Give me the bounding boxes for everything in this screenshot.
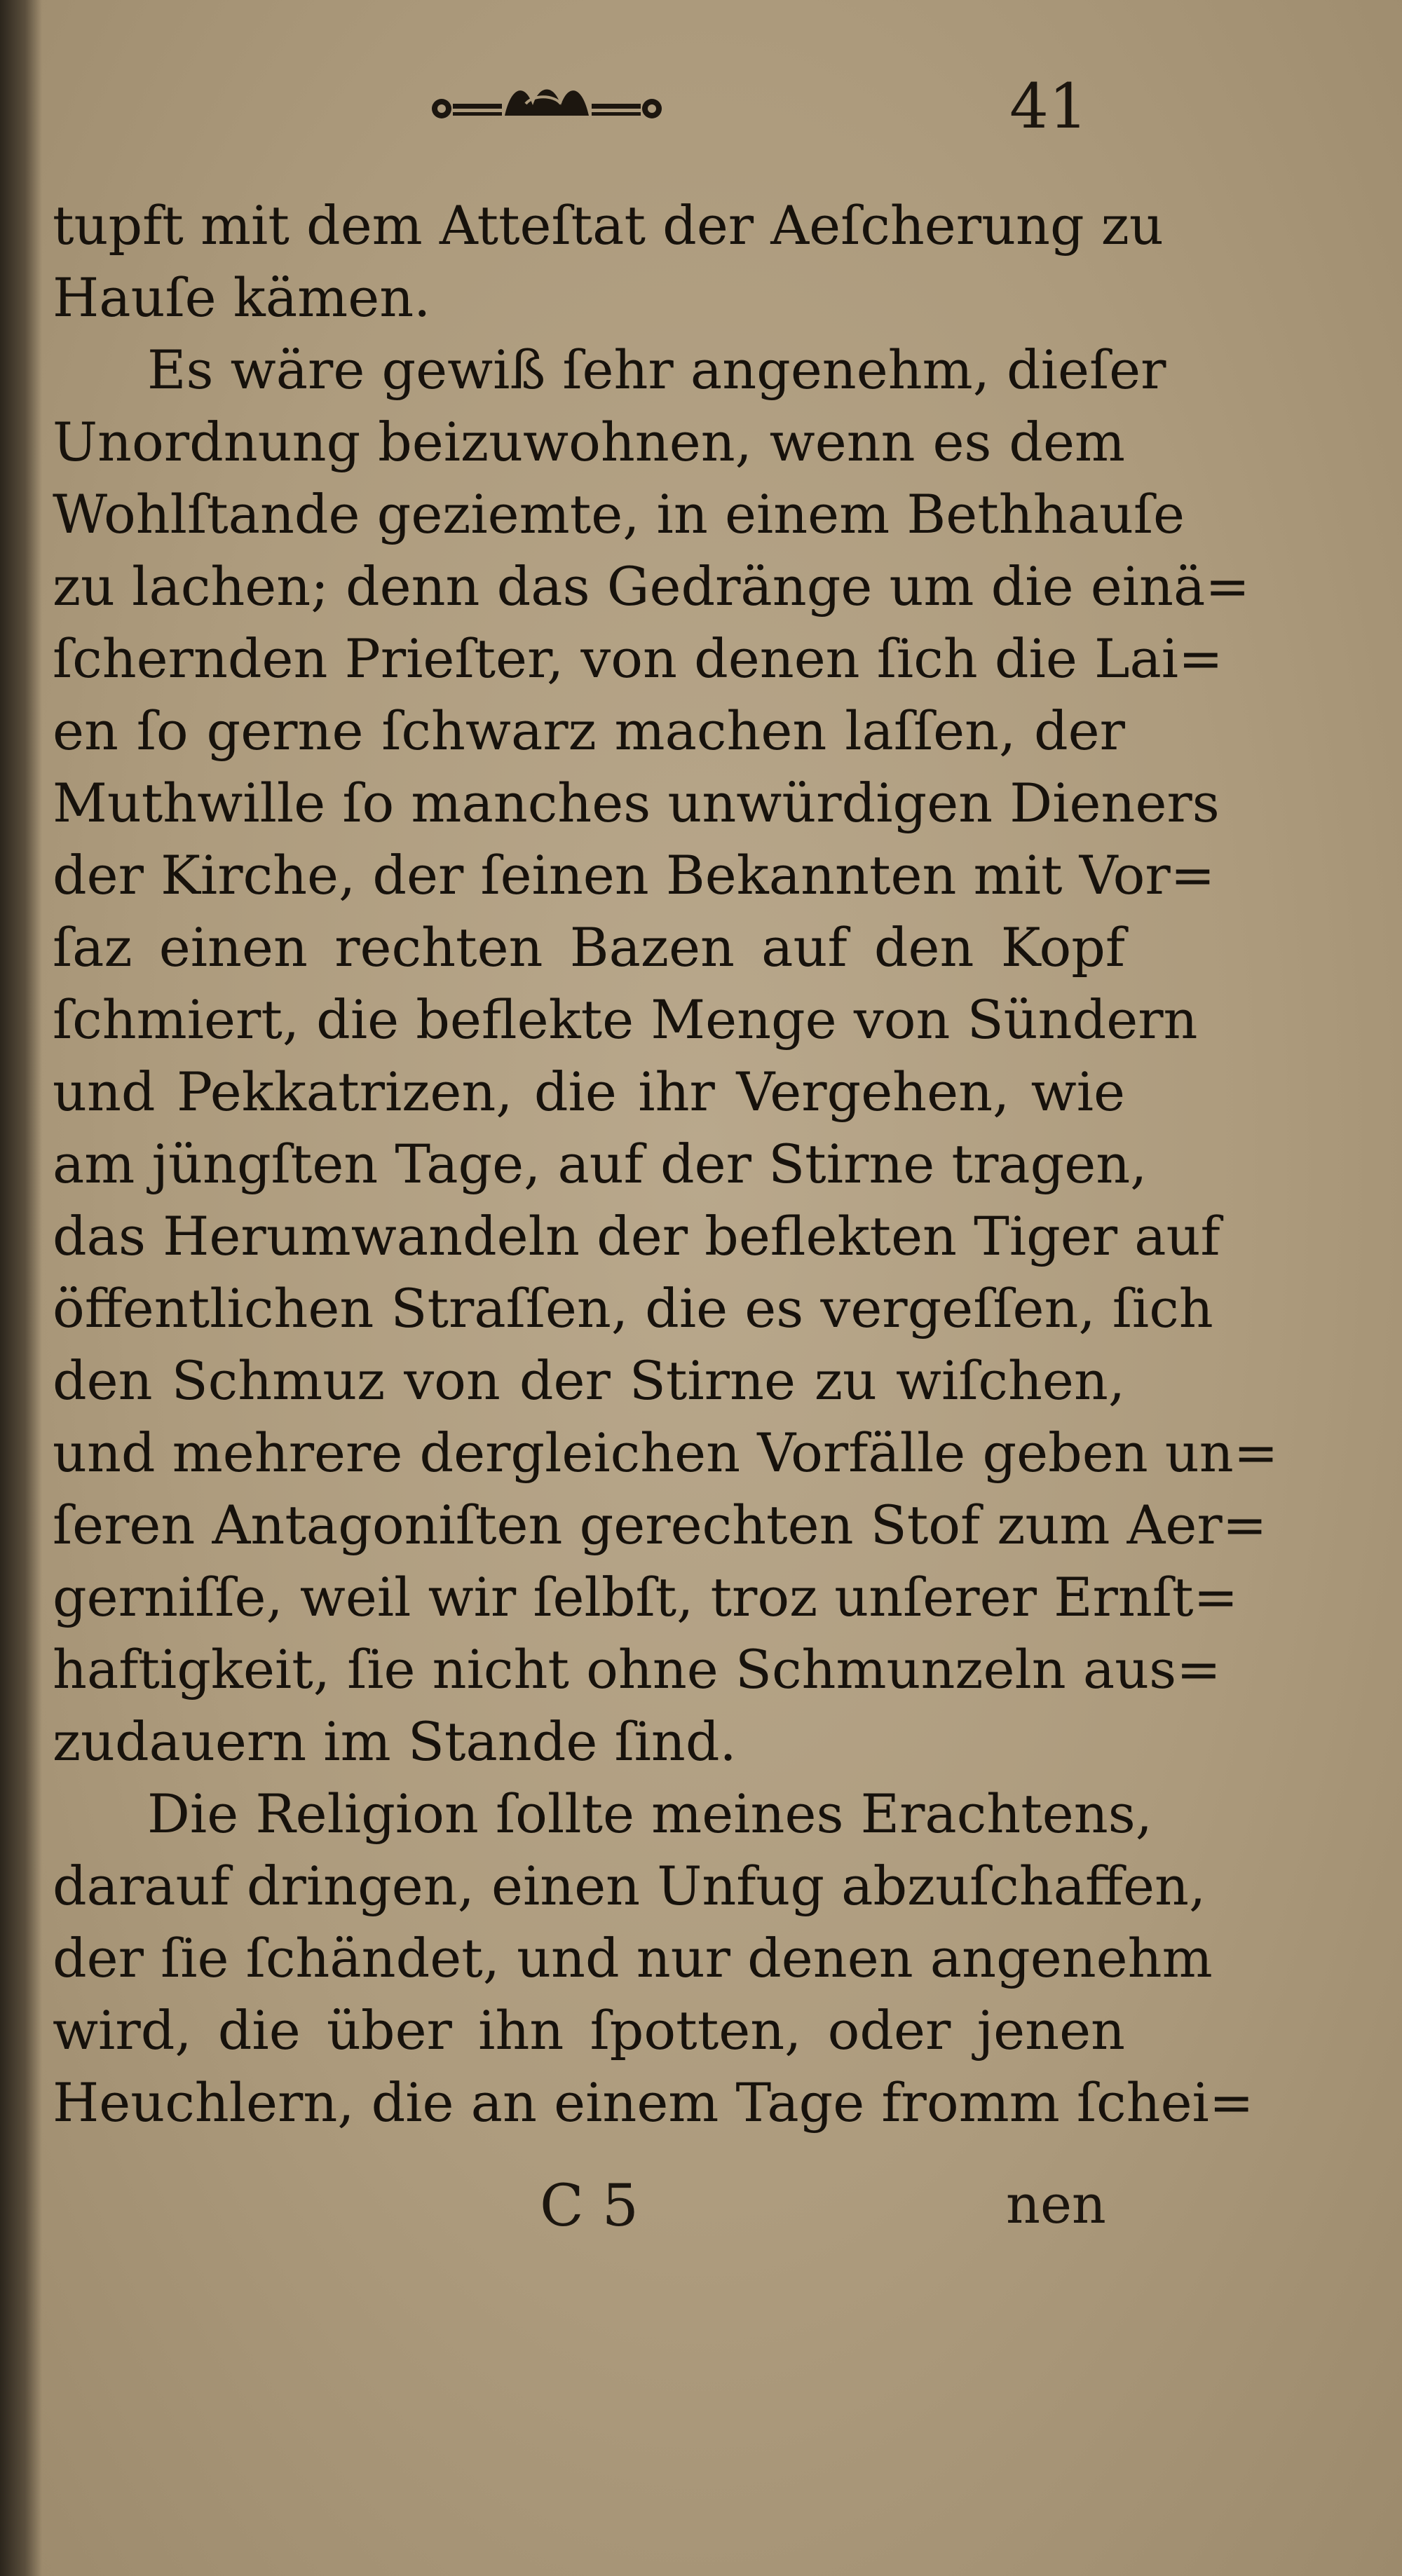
page-header bbox=[0, 63, 1402, 161]
text-line: wird, die über ihn ſpotten, oder jenen bbox=[53, 1999, 1125, 2062]
text-line: der ſie ſchändet, und nur denen angenehm bbox=[53, 1927, 1213, 1989]
text-line: Muthwille ſo manches unwürdigen Dieners bbox=[53, 772, 1220, 834]
text-line: Wohlſtande geziemte, in einem Bethhauſe bbox=[53, 483, 1185, 545]
page-footer bbox=[0, 2173, 1402, 2271]
text-line: haftigkeit, ſie nicht ohne Schmunzeln aus= bbox=[53, 1638, 1221, 1701]
text-line: darauf dringen, einen Unfug abzuſchaffen, bbox=[53, 1855, 1206, 1917]
catchword: nen bbox=[1006, 2173, 1106, 2235]
text-line: und mehrere dergleichen Vorfälle geben un= bbox=[53, 1422, 1279, 1484]
text-line: ſeren Antagoniſten gerechten Stof zum Aer= bbox=[53, 1494, 1267, 1556]
text-line: der Kirche, der ſeinen Bekannten mit Vor= bbox=[53, 844, 1216, 906]
text-line: Es wäre gewiß ſehr angenehm, dieſer bbox=[147, 339, 1166, 401]
text-line: Hauſe kämen. bbox=[53, 266, 431, 329]
text-line: und Pekkatrizen, die ihr Vergehen, wie bbox=[53, 1061, 1125, 1123]
signature-mark: C 5 bbox=[540, 2173, 639, 2240]
text-line: en ſo gerne ſchwarz machen laſſen, der bbox=[53, 700, 1125, 762]
text-line: den Schmuz von der Stirne zu wiſchen, bbox=[53, 1349, 1125, 1412]
text-line: am jüngſten Tage, auf der Stirne tragen, bbox=[53, 1133, 1148, 1195]
text-line: tupft mit dem Atteſtat der Aeſcherung zu bbox=[53, 194, 1164, 257]
text-line: zu lachen; denn das Gedränge um die einä= bbox=[53, 555, 1250, 618]
text-line: ſchmiert, die beflekte Menge von Sündern bbox=[53, 988, 1198, 1051]
text-line: zudauern im Stande ſind. bbox=[53, 1710, 737, 1773]
text-line: ſaz einen rechten Bazen auf den Kopf bbox=[53, 916, 1125, 979]
text-line: Heuchlern, die an einem Tage fromm ſchei= bbox=[53, 2071, 1254, 2134]
text-line: Unordnung beizuwohnen, wenn es dem bbox=[53, 411, 1125, 473]
text-line: öffentlichen Straſſen, die es vergeſſen, ſich bbox=[53, 1277, 1213, 1340]
text-line: Die Religion ſollte meines Erachtens, bbox=[147, 1783, 1152, 1845]
printer-ornament-icon bbox=[421, 77, 673, 133]
text-line: ſchernden Prieſter, von denen ſich die Lai= bbox=[53, 627, 1223, 690]
text-line: gerniſſe, weil wir ſelbſt, troz unſerer Ernſt= bbox=[53, 1566, 1239, 1628]
body-text bbox=[53, 189, 1279, 2139]
page-number: 41 bbox=[1009, 70, 1088, 142]
text-line: das Herumwandeln der beflekten Tiger auf bbox=[53, 1205, 1220, 1267]
